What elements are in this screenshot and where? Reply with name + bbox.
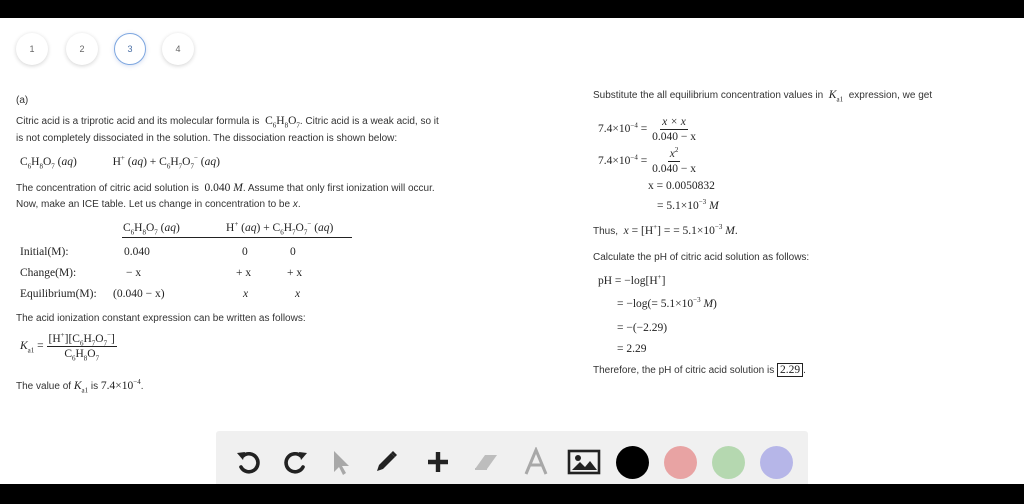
color-black-swatch[interactable] bbox=[616, 446, 649, 479]
image-icon[interactable] bbox=[567, 445, 601, 479]
step-2-button[interactable]: 2 bbox=[66, 33, 98, 65]
concentration-line-2: Now, make an ICE table. Let us change in concentration to be x. bbox=[16, 199, 301, 210]
equation-2: $7.4\times 10^{-4}$ = $\frac{x^2}{0.040 - x}$ bbox=[598, 146, 696, 175]
ice-row-initial-anion: 0 bbox=[290, 246, 296, 258]
ice-row-initial-reactant: 0.040 bbox=[124, 246, 150, 258]
redo-icon[interactable] bbox=[278, 445, 312, 479]
equation-1: $7.4\times 10^{-4}$ = $\frac{x \times x}{0.040 - x}$ bbox=[598, 116, 696, 143]
pen-icon[interactable] bbox=[369, 445, 403, 479]
intro-line-1: Citric acid is a triprotic acid and its molecular formula is $C_6H_8O_7$. Citric acid is a weak acid, so it bbox=[16, 115, 439, 130]
ice-row-equilibrium-h: x bbox=[243, 288, 249, 300]
intro-line-2: is not completely dissociated in the solution. The dissociation reaction is shown below: bbox=[16, 133, 398, 144]
text-icon[interactable] bbox=[519, 445, 553, 479]
ice-row-initial-label: Initial(M): bbox=[20, 246, 69, 258]
eraser-icon[interactable] bbox=[469, 445, 503, 479]
answer-box: 2.29 bbox=[777, 363, 803, 377]
color-red-swatch[interactable] bbox=[664, 446, 697, 479]
ice-row-change-label: Change(M): bbox=[20, 267, 77, 279]
ice-row-equilibrium-reactant: (0.040 − x) bbox=[113, 288, 165, 300]
x-value: x = 0.0050832 bbox=[648, 180, 715, 192]
ph-line-3: = −(−2.29) bbox=[617, 322, 668, 334]
drawing-toolbar bbox=[216, 431, 808, 484]
step-4-button[interactable]: 4 bbox=[162, 33, 194, 65]
calculate-ph-text: Calculate the pH of citric acid solution as follows: bbox=[593, 252, 810, 263]
solution-page bbox=[0, 18, 1024, 484]
ice-table-header: $C_6H_8O_7$ (aq) H+ $(aq) + C_6H_7O_7^-$ (aq) bbox=[122, 222, 352, 238]
ice-row-equilibrium-anion: x bbox=[295, 288, 301, 300]
ka-expression-text: The acid ionization constant expression can be written as follows: bbox=[16, 313, 306, 324]
step-3-button[interactable]: 3 bbox=[114, 33, 146, 65]
dissociation-reaction: $C_6H_8O_7$ (aq) H+ $(aq) + C_6H_7O_7^-$ (aq) bbox=[20, 154, 220, 171]
color-green-swatch[interactable] bbox=[712, 446, 745, 479]
plus-icon[interactable] bbox=[421, 445, 455, 479]
ka-expression: $K_{a1}$ = $\frac{[H^+][C_6H_7O_7^-]}{C_6H_8O_7}$ bbox=[20, 331, 115, 363]
step-1-button[interactable]: 1 bbox=[16, 33, 48, 65]
substitute-text: Substitute the all equilibrium concentration values in $K_{a1}$ expression, we get bbox=[593, 89, 933, 104]
ice-row-initial-h: 0 bbox=[242, 246, 248, 258]
x-rounded: = $5.1\times 10^{-3}$ M bbox=[657, 198, 719, 212]
thus-line: Thus, x = [H+] = = $5.1\times 10^{-3}$ M. bbox=[593, 223, 738, 237]
ice-row-change-h: + x bbox=[236, 267, 252, 279]
ka-value-line: The value of $K_{a1}$ is $7.4\times 10^{-4}$. bbox=[16, 378, 144, 395]
ph-line-2: = $-\log(= 5.1\times 10^{-3}$ M) bbox=[617, 296, 717, 310]
undo-icon[interactable] bbox=[232, 445, 266, 479]
ph-line-4: = 2.29 bbox=[617, 343, 647, 355]
color-purple-swatch[interactable] bbox=[760, 446, 793, 479]
therefore-line: Therefore, the pH of citric acid solution is 2.29 . bbox=[593, 364, 806, 376]
pointer-icon[interactable] bbox=[324, 445, 358, 479]
concentration-line-1: The concentration of citric acid solution is 0.040 M. Assume that only first ionization will occur. bbox=[16, 182, 435, 194]
ice-row-change-anion: + x bbox=[287, 267, 303, 279]
ph-line-1: pH = −log[H+] bbox=[598, 273, 666, 287]
ice-row-equilibrium-label: Equilibrium(M): bbox=[20, 288, 97, 300]
part-label: (a) bbox=[16, 95, 29, 106]
ice-row-change-reactant: − x bbox=[126, 267, 142, 279]
